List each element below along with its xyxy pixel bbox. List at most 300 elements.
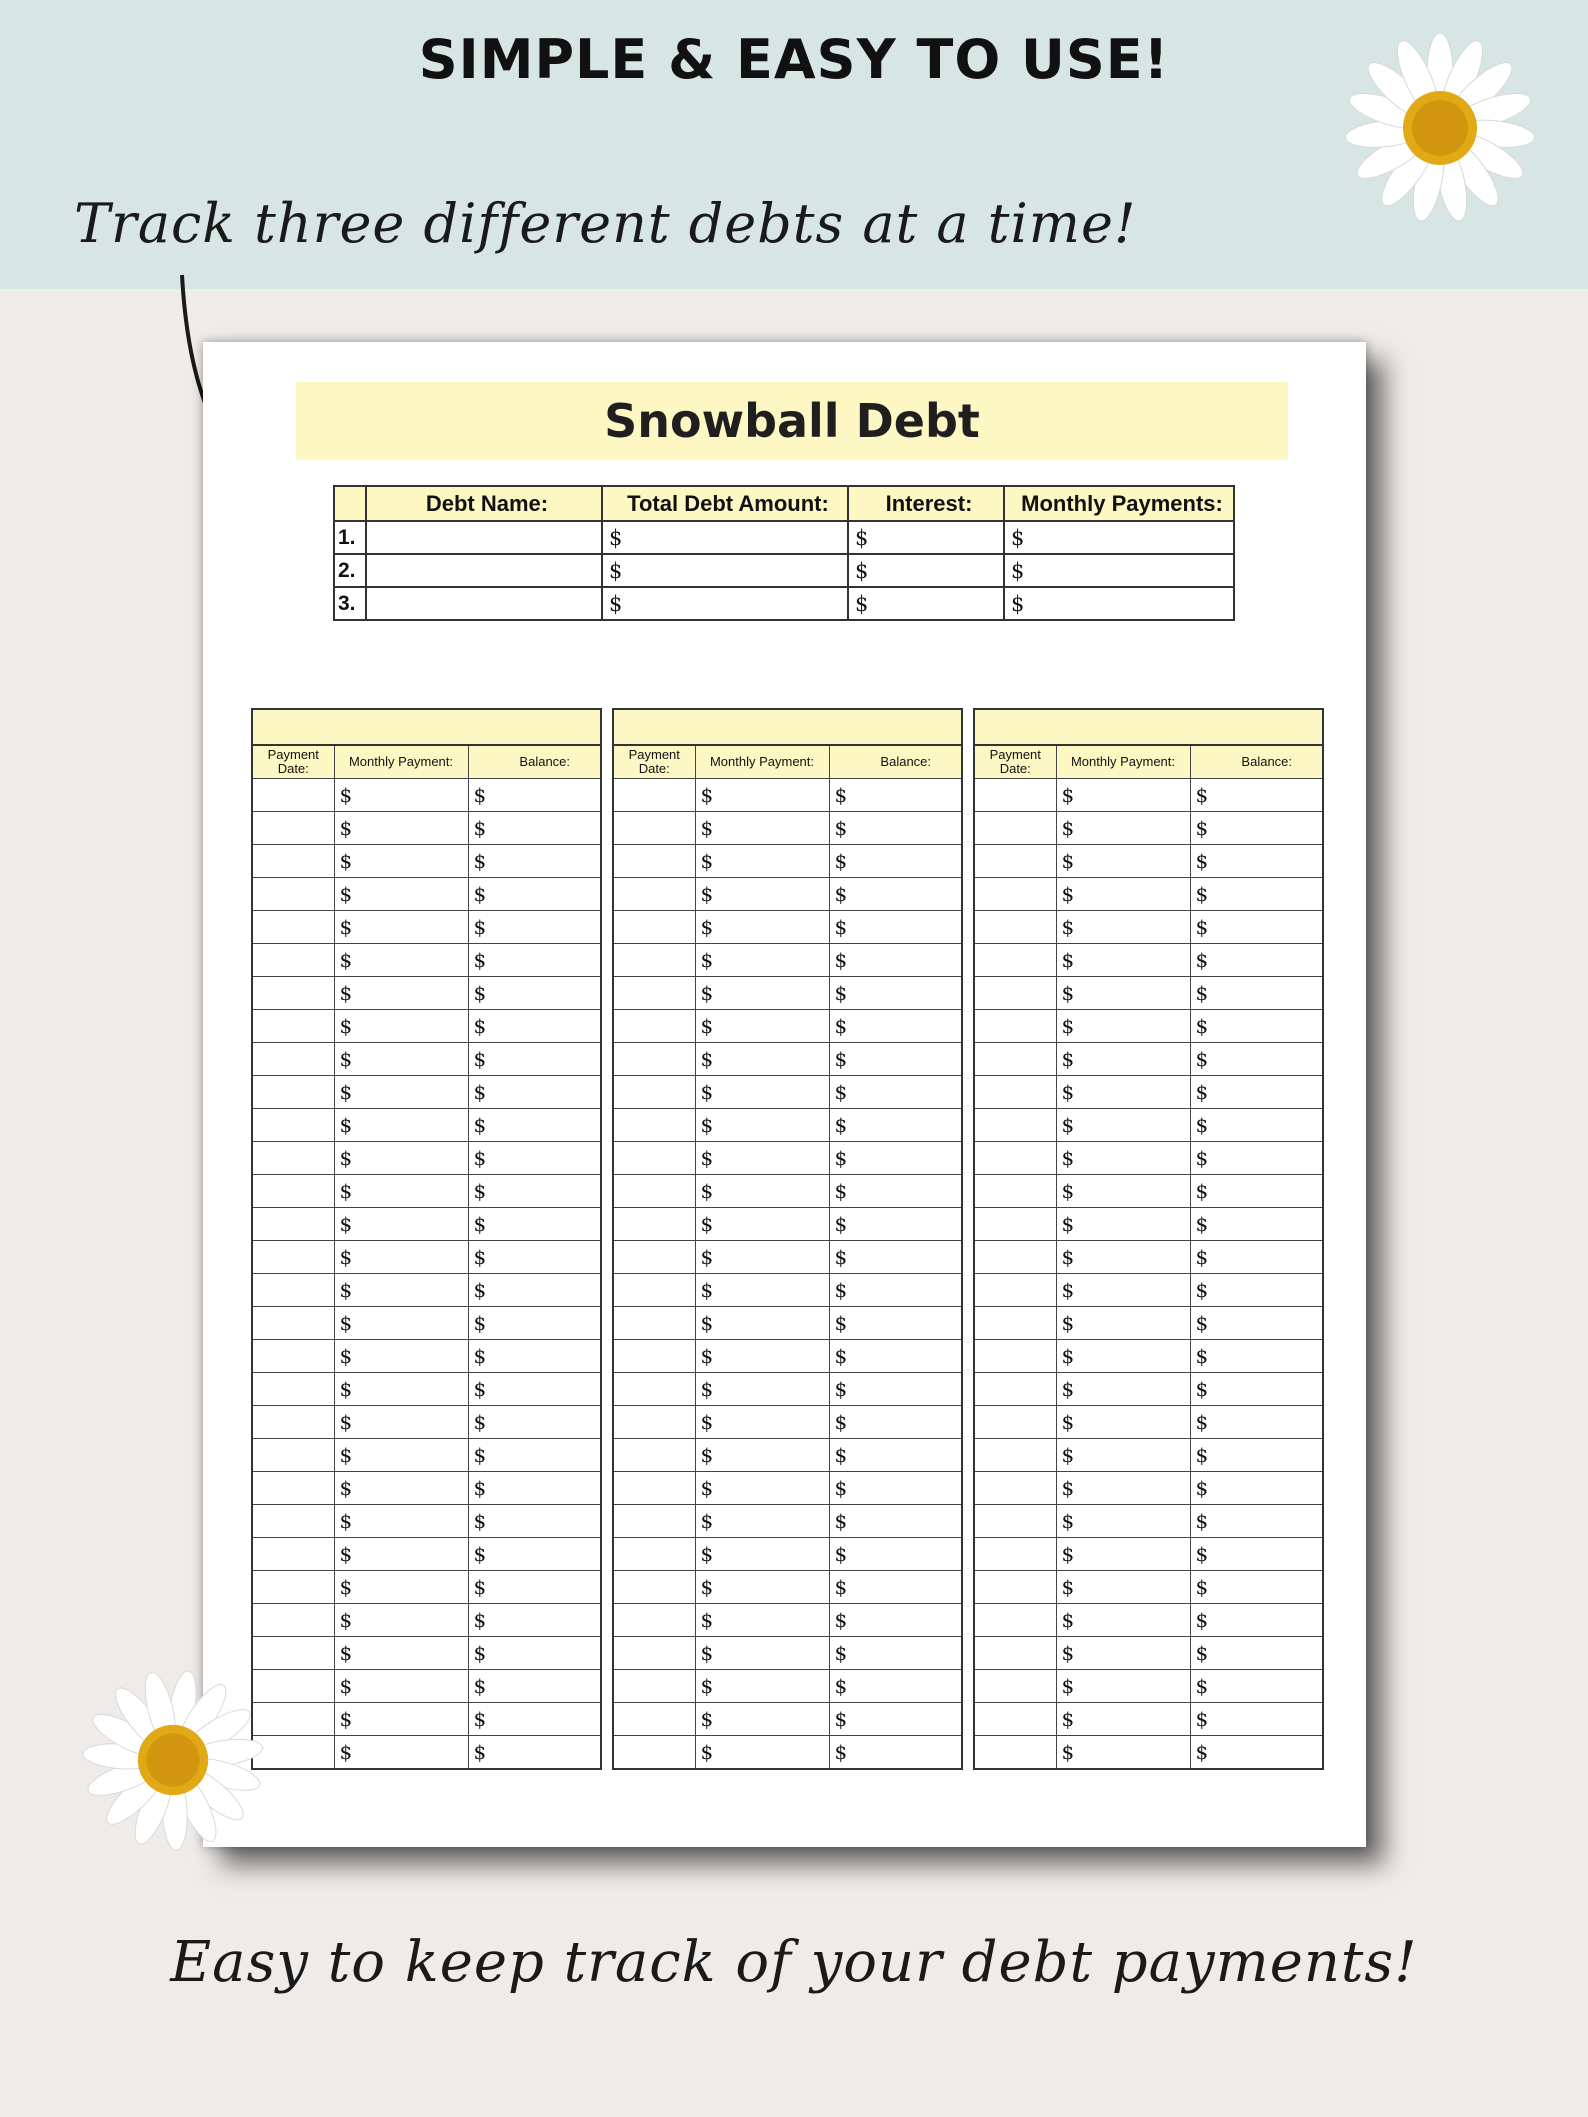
monthly-payment-cell[interactable]: $ — [1056, 1208, 1190, 1241]
monthly-payment-cell[interactable]: $ — [1056, 1439, 1190, 1472]
balance-cell[interactable]: $ — [468, 1241, 601, 1274]
monthly-payment-cell[interactable]: $ — [695, 779, 829, 812]
monthly-payment-cell[interactable]: $ — [1056, 1076, 1190, 1109]
payment-date-cell[interactable] — [613, 1340, 695, 1373]
monthly-payment-cell[interactable]: $ — [1056, 1142, 1190, 1175]
balance-cell[interactable]: $ — [468, 845, 601, 878]
table-row — [974, 1340, 1323, 1373]
payment-date-cell[interactable] — [974, 1076, 1056, 1109]
balance-cell[interactable]: $ — [1190, 911, 1323, 944]
payment-date-cell[interactable] — [974, 1604, 1056, 1637]
balance-cell[interactable]: $ — [829, 1109, 962, 1142]
monthly-payment-field[interactable]: $ — [1004, 587, 1234, 620]
balance-cell[interactable]: $ — [829, 911, 962, 944]
monthly-payment-cell[interactable]: $ — [695, 1043, 829, 1076]
balance-cell[interactable]: $ — [468, 1637, 601, 1670]
row-number: 3. — [334, 587, 366, 620]
payment-date-cell[interactable] — [252, 1406, 334, 1439]
payment-date-cell[interactable] — [252, 1505, 334, 1538]
monthly-payment-cell[interactable]: $ — [1056, 1274, 1190, 1307]
balance-cell[interactable]: $ — [468, 1670, 601, 1703]
balance-cell[interactable]: $ — [1190, 977, 1323, 1010]
monthly-payment-cell[interactable]: $ — [334, 1472, 468, 1505]
monthly-payment-cell[interactable]: $ — [334, 1043, 468, 1076]
balance-cell[interactable]: $ — [468, 1505, 601, 1538]
monthly-payment-cell[interactable]: $ — [695, 1208, 829, 1241]
monthly-payment-cell[interactable]: $ — [695, 1505, 829, 1538]
payment-date-cell[interactable] — [252, 1340, 334, 1373]
balance-cell[interactable]: $ — [1190, 1208, 1323, 1241]
monthly-payment-cell[interactable]: $ — [695, 1571, 829, 1604]
monthly-payment-cell[interactable]: $ — [1056, 1604, 1190, 1637]
monthly-payment-cell[interactable]: $ — [695, 1010, 829, 1043]
balance-cell[interactable]: $ — [1190, 1571, 1323, 1604]
monthly-payment-cell[interactable]: $ — [695, 1538, 829, 1571]
payment-date-cell[interactable] — [974, 1439, 1056, 1472]
balance-cell[interactable]: $ — [829, 1505, 962, 1538]
balance-cell[interactable]: $ — [468, 779, 601, 812]
monthly-payment-field[interactable]: $ — [1004, 521, 1234, 554]
balance-cell[interactable]: $ — [1190, 1340, 1323, 1373]
payment-date-cell[interactable] — [252, 1142, 334, 1175]
payment-date-cell[interactable] — [613, 1076, 695, 1109]
balance-cell[interactable]: $ — [829, 1340, 962, 1373]
monthly-payment-cell[interactable]: $ — [334, 1142, 468, 1175]
payment-date-cell[interactable] — [974, 1109, 1056, 1142]
balance-cell[interactable]: $ — [1190, 845, 1323, 878]
monthly-payment-cell[interactable]: $ — [695, 1670, 829, 1703]
payment-date-cell[interactable] — [613, 779, 695, 812]
balance-cell[interactable]: $ — [829, 845, 962, 878]
payment-date-cell[interactable] — [974, 1010, 1056, 1043]
balance-cell[interactable]: $ — [1190, 1505, 1323, 1538]
monthly-payment-cell[interactable]: $ — [334, 1670, 468, 1703]
table-row — [613, 1208, 962, 1241]
monthly-payment-cell[interactable]: $ — [695, 911, 829, 944]
table-row — [252, 944, 601, 977]
monthly-payment-cell[interactable]: $ — [334, 1406, 468, 1439]
balance-cell[interactable]: $ — [829, 1043, 962, 1076]
payment-date-cell[interactable] — [974, 1736, 1056, 1770]
payment-date-cell[interactable] — [974, 977, 1056, 1010]
balance-cell[interactable]: $ — [468, 1175, 601, 1208]
monthly-payment-cell[interactable]: $ — [334, 1604, 468, 1637]
payment-date-cell[interactable] — [613, 845, 695, 878]
monthly-payment-cell[interactable]: $ — [1056, 845, 1190, 878]
monthly-payment-cell[interactable]: $ — [1056, 1637, 1190, 1670]
monthly-payment-cell[interactable]: $ — [334, 944, 468, 977]
balance-cell[interactable]: $ — [1190, 1670, 1323, 1703]
monthly-payment-cell[interactable]: $ — [1056, 1010, 1190, 1043]
balance-cell[interactable]: $ — [829, 1439, 962, 1472]
monthly-payment-cell[interactable]: $ — [695, 1373, 829, 1406]
monthly-payment-cell[interactable]: $ — [695, 1439, 829, 1472]
balance-cell[interactable]: $ — [468, 1043, 601, 1076]
balance-cell[interactable]: $ — [829, 1571, 962, 1604]
balance-cell[interactable]: $ — [1190, 1703, 1323, 1736]
monthly-payment-cell[interactable]: $ — [695, 878, 829, 911]
balance-cell[interactable]: $ — [1190, 1637, 1323, 1670]
monthly-payment-cell[interactable]: $ — [1056, 911, 1190, 944]
payment-date-cell[interactable] — [252, 779, 334, 812]
payment-date-cell[interactable] — [974, 1241, 1056, 1274]
table-row — [613, 977, 962, 1010]
balance-cell[interactable]: $ — [468, 1703, 601, 1736]
monthly-payment-cell[interactable]: $ — [1056, 779, 1190, 812]
payment-date-cell[interactable] — [974, 779, 1056, 812]
balance-cell[interactable]: $ — [829, 1274, 962, 1307]
payment-date-cell[interactable] — [252, 1076, 334, 1109]
monthly-payment-cell[interactable]: $ — [695, 1637, 829, 1670]
payment-date-cell[interactable] — [974, 1175, 1056, 1208]
monthly-payment-cell[interactable]: $ — [334, 812, 468, 845]
payment-date-cell[interactable] — [613, 1307, 695, 1340]
tracker-debt-name-field[interactable] — [613, 709, 962, 745]
balance-cell[interactable]: $ — [468, 1307, 601, 1340]
payment-date-cell[interactable] — [613, 1142, 695, 1175]
monthly-payment-cell[interactable]: $ — [1056, 878, 1190, 911]
monthly-payment-cell[interactable]: $ — [1056, 812, 1190, 845]
monthly-payment-cell[interactable]: $ — [334, 1439, 468, 1472]
monthly-payment-cell[interactable]: $ — [695, 1142, 829, 1175]
balance-cell[interactable]: $ — [468, 1439, 601, 1472]
debt-name-header: Debt Name: — [366, 486, 602, 521]
payment-date-cell[interactable] — [252, 1208, 334, 1241]
interest-field[interactable]: $ — [848, 587, 1004, 620]
monthly-payment-cell[interactable]: $ — [334, 1373, 468, 1406]
payment-date-cell[interactable] — [974, 944, 1056, 977]
payment-date-cell[interactable] — [252, 944, 334, 977]
monthly-payment-cell[interactable]: $ — [334, 1505, 468, 1538]
payment-date-cell[interactable] — [252, 977, 334, 1010]
monthly-payment-cell[interactable]: $ — [334, 1637, 468, 1670]
tracker-debt-name-row — [252, 709, 601, 745]
table-row — [613, 1439, 962, 1472]
balance-cell[interactable]: $ — [468, 977, 601, 1010]
interest-field[interactable]: $ — [848, 554, 1004, 587]
balance-cell[interactable]: $ — [1190, 1241, 1323, 1274]
balance-cell[interactable]: $ — [468, 1109, 601, 1142]
balance-cell[interactable]: $ — [468, 1406, 601, 1439]
debt-name-field[interactable] — [366, 587, 602, 620]
balance-cell[interactable]: $ — [829, 878, 962, 911]
monthly-payment-cell[interactable]: $ — [334, 1109, 468, 1142]
payment-date-cell[interactable] — [613, 1505, 695, 1538]
monthly-payment-cell[interactable]: $ — [334, 1076, 468, 1109]
payment-date-cell[interactable] — [974, 812, 1056, 845]
balance-cell[interactable]: $ — [829, 1373, 962, 1406]
payment-date-cell[interactable] — [613, 812, 695, 845]
balance-cell[interactable]: $ — [468, 1076, 601, 1109]
payment-date-cell[interactable] — [613, 944, 695, 977]
balance-cell[interactable]: $ — [829, 779, 962, 812]
balance-cell[interactable]: $ — [829, 977, 962, 1010]
monthly-payment-cell[interactable]: $ — [1056, 1241, 1190, 1274]
monthly-payment-cell[interactable]: $ — [334, 845, 468, 878]
payment-date-cell[interactable] — [613, 1604, 695, 1637]
payment-date-cell[interactable] — [974, 1373, 1056, 1406]
table-row — [613, 1307, 962, 1340]
monthly-payment-cell[interactable]: $ — [695, 1703, 829, 1736]
table-row — [974, 1109, 1323, 1142]
monthly-payment-cell[interactable]: $ — [695, 1472, 829, 1505]
monthly-payment-cell[interactable]: $ — [1056, 1109, 1190, 1142]
balance-cell[interactable]: $ — [468, 812, 601, 845]
balance-cell[interactable]: $ — [1190, 1736, 1323, 1770]
monthly-payment-cell[interactable]: $ — [1056, 1703, 1190, 1736]
payment-date-cell[interactable] — [613, 1274, 695, 1307]
balance-cell[interactable]: $ — [468, 1736, 601, 1770]
monthly-payment-cell[interactable]: $ — [1056, 1307, 1190, 1340]
balance-cell[interactable]: $ — [1190, 1010, 1323, 1043]
payment-date-cell[interactable] — [252, 1043, 334, 1076]
monthly-payment-cell[interactable]: $ — [1056, 977, 1190, 1010]
payment-date-cell[interactable] — [252, 1307, 334, 1340]
balance-cell[interactable]: $ — [468, 1538, 601, 1571]
balance-cell[interactable]: $ — [829, 1142, 962, 1175]
balance-cell[interactable]: $ — [1190, 779, 1323, 812]
monthly-payment-cell[interactable]: $ — [1056, 1373, 1190, 1406]
payment-date-cell[interactable] — [613, 911, 695, 944]
monthly-payment-cell[interactable]: $ — [334, 1571, 468, 1604]
balance-cell[interactable]: $ — [829, 1703, 962, 1736]
payment-date-cell[interactable] — [974, 878, 1056, 911]
balance-cell[interactable]: $ — [468, 1604, 601, 1637]
payment-date-cell[interactable] — [974, 1307, 1056, 1340]
monthly-payment-cell[interactable]: $ — [1056, 1736, 1190, 1770]
monthly-payment-cell[interactable]: $ — [1056, 1406, 1190, 1439]
balance-cell[interactable]: $ — [468, 878, 601, 911]
balance-cell[interactable]: $ — [1190, 1373, 1323, 1406]
monthly-payment-cell[interactable]: $ — [1056, 1538, 1190, 1571]
payment-date-cell[interactable] — [613, 1670, 695, 1703]
monthly-payment-cell[interactable]: $ — [695, 812, 829, 845]
balance-cell[interactable]: $ — [829, 1175, 962, 1208]
payment-date-cell[interactable] — [613, 1175, 695, 1208]
payment-date-cell[interactable] — [974, 911, 1056, 944]
balance-cell[interactable]: $ — [1190, 1307, 1323, 1340]
debt-name-field[interactable] — [366, 521, 602, 554]
table-row — [974, 1406, 1323, 1439]
monthly-payment-cell[interactable]: $ — [334, 1010, 468, 1043]
table-row — [252, 1208, 601, 1241]
payment-date-cell[interactable] — [974, 1637, 1056, 1670]
balance-cell[interactable]: $ — [1190, 1472, 1323, 1505]
payment-date-cell[interactable] — [613, 1439, 695, 1472]
balance-cell[interactable]: $ — [1190, 1043, 1323, 1076]
payment-date-cell[interactable] — [974, 1571, 1056, 1604]
payment-date-cell[interactable] — [252, 1538, 334, 1571]
monthly-payment-cell[interactable]: $ — [334, 1208, 468, 1241]
balance-cell[interactable]: $ — [468, 1340, 601, 1373]
payment-date-cell[interactable] — [974, 1538, 1056, 1571]
payment-date-cell[interactable] — [252, 1373, 334, 1406]
monthly-payment-cell[interactable]: $ — [334, 1736, 468, 1770]
payment-date-cell[interactable] — [252, 911, 334, 944]
payment-date-cell[interactable] — [252, 1571, 334, 1604]
payment-date-cell[interactable] — [252, 1109, 334, 1142]
payment-date-cell[interactable] — [613, 1109, 695, 1142]
payment-date-cell[interactable] — [974, 1142, 1056, 1175]
monthly-payment-cell[interactable]: $ — [1056, 1472, 1190, 1505]
monthly-payment-cell[interactable]: $ — [1056, 1043, 1190, 1076]
monthly-payment-cell[interactable]: $ — [695, 1736, 829, 1770]
balance-cell[interactable]: $ — [1190, 1274, 1323, 1307]
payment-tracker-3 — [973, 708, 1324, 1770]
payment-date-cell[interactable] — [613, 977, 695, 1010]
balance-cell[interactable]: $ — [829, 1472, 962, 1505]
monthly-payment-cell[interactable]: $ — [695, 944, 829, 977]
payment-date-cell[interactable] — [613, 1208, 695, 1241]
total-debt-field[interactable]: $ — [602, 554, 848, 587]
balance-cell[interactable]: $ — [468, 944, 601, 977]
monthly-payment-cell[interactable]: $ — [1056, 1571, 1190, 1604]
balance-cell[interactable]: $ — [829, 1010, 962, 1043]
monthly-payment-cell[interactable]: $ — [334, 977, 468, 1010]
monthly-payment-cell[interactable]: $ — [1056, 1670, 1190, 1703]
balance-cell[interactable]: $ — [829, 1538, 962, 1571]
table-row — [252, 845, 601, 878]
payment-date-cell[interactable] — [613, 1571, 695, 1604]
payment-date-cell[interactable] — [252, 1175, 334, 1208]
monthly-payment-cell[interactable]: $ — [334, 878, 468, 911]
monthly-payment-cell[interactable]: $ — [695, 977, 829, 1010]
balance-cell[interactable]: $ — [829, 1406, 962, 1439]
payment-date-cell[interactable] — [252, 1604, 334, 1637]
balance-cell[interactable]: $ — [1190, 1142, 1323, 1175]
monthly-payment-cell[interactable]: $ — [695, 1076, 829, 1109]
monthly-payment-cell[interactable]: $ — [334, 911, 468, 944]
monthly-payment-cell[interactable]: $ — [1056, 944, 1190, 977]
payment-date-cell[interactable] — [613, 1241, 695, 1274]
payment-date-cell[interactable] — [252, 1241, 334, 1274]
payment-date-cell[interactable] — [252, 812, 334, 845]
monthly-payment-cell[interactable]: $ — [1056, 1175, 1190, 1208]
balance-cell[interactable]: $ — [829, 944, 962, 977]
monthly-payment-cell[interactable]: $ — [1056, 1505, 1190, 1538]
total-debt-field[interactable]: $ — [602, 521, 848, 554]
balance-cell[interactable]: $ — [829, 1670, 962, 1703]
balance-cell[interactable]: $ — [829, 1241, 962, 1274]
interest-field[interactable]: $ — [848, 521, 1004, 554]
balance-cell[interactable]: $ — [468, 1274, 601, 1307]
payment-date-cell[interactable] — [974, 1505, 1056, 1538]
balance-cell[interactable]: $ — [1190, 1406, 1323, 1439]
balance-cell[interactable]: $ — [829, 1637, 962, 1670]
balance-cell[interactable]: $ — [829, 812, 962, 845]
monthly-payment-cell[interactable]: $ — [334, 1307, 468, 1340]
table-row — [252, 1439, 601, 1472]
payment-date-cell[interactable] — [974, 1406, 1056, 1439]
monthly-payment-cell[interactable]: $ — [695, 1307, 829, 1340]
balance-cell[interactable]: $ — [468, 1373, 601, 1406]
payment-date-cell[interactable] — [974, 1340, 1056, 1373]
balance-cell[interactable]: $ — [1190, 944, 1323, 977]
balance-cell[interactable]: $ — [468, 1208, 601, 1241]
monthly-payment-cell[interactable]: $ — [334, 1703, 468, 1736]
monthly-payment-cell[interactable]: $ — [334, 1538, 468, 1571]
monthly-payment-cell[interactable]: $ — [695, 1109, 829, 1142]
payment-date-cell[interactable] — [613, 1472, 695, 1505]
balance-cell[interactable]: $ — [468, 1010, 601, 1043]
payment-date-cell[interactable] — [252, 1274, 334, 1307]
payment-date-cell[interactable] — [252, 1472, 334, 1505]
monthly-payment-cell[interactable]: $ — [695, 1175, 829, 1208]
payment-date-cell[interactable] — [252, 1010, 334, 1043]
balance-cell[interactable]: $ — [829, 1208, 962, 1241]
total-debt-field[interactable]: $ — [602, 587, 848, 620]
balance-cell[interactable]: $ — [468, 1142, 601, 1175]
payment-date-cell[interactable] — [613, 1736, 695, 1770]
monthly-payment-cell[interactable]: $ — [334, 1340, 468, 1373]
payment-date-cell[interactable] — [613, 1538, 695, 1571]
monthly-payment-cell[interactable]: $ — [1056, 1340, 1190, 1373]
payment-date-cell[interactable] — [613, 1637, 695, 1670]
balance-cell[interactable]: $ — [1190, 1604, 1323, 1637]
balance-cell[interactable]: $ — [829, 1307, 962, 1340]
debt-name-field[interactable] — [366, 554, 602, 587]
balance-cell[interactable]: $ — [1190, 1076, 1323, 1109]
balance-cell[interactable]: $ — [1190, 1538, 1323, 1571]
payment-date-cell[interactable] — [974, 1472, 1056, 1505]
balance-cell[interactable]: $ — [468, 1472, 601, 1505]
payment-date-cell[interactable] — [613, 1373, 695, 1406]
payment-date-cell[interactable] — [252, 1439, 334, 1472]
payment-date-cell[interactable] — [252, 845, 334, 878]
monthly-payment-cell[interactable]: $ — [695, 1340, 829, 1373]
balance-cell[interactable]: $ — [829, 1604, 962, 1637]
monthly-payment-cell[interactable]: $ — [695, 845, 829, 878]
monthly-payment-cell[interactable]: $ — [695, 1406, 829, 1439]
payment-date-cell[interactable] — [974, 1670, 1056, 1703]
balance-cell[interactable]: $ — [1190, 1439, 1323, 1472]
table-row — [974, 1175, 1323, 1208]
payment-date-cell[interactable] — [974, 1703, 1056, 1736]
monthly-payment-cell[interactable]: $ — [334, 1175, 468, 1208]
payment-date-cell[interactable] — [613, 1043, 695, 1076]
tracker-debt-name-field[interactable] — [252, 709, 601, 745]
balance-cell[interactable]: $ — [829, 1076, 962, 1109]
monthly-payment-cell[interactable]: $ — [695, 1241, 829, 1274]
payment-date-cell[interactable] — [252, 878, 334, 911]
table-row — [252, 1109, 601, 1142]
payment-date-cell[interactable] — [613, 1406, 695, 1439]
balance-cell[interactable]: $ — [468, 1571, 601, 1604]
balance-cell[interactable]: $ — [1190, 1109, 1323, 1142]
balance-cell[interactable]: $ — [1190, 812, 1323, 845]
balance-cell[interactable]: $ — [468, 911, 601, 944]
tracker-debt-name-field[interactable] — [974, 709, 1323, 745]
payment-date-cell[interactable] — [974, 845, 1056, 878]
balance-cell[interactable]: $ — [829, 1736, 962, 1770]
monthly-payment-cell[interactable]: $ — [334, 779, 468, 812]
payment-date-cell[interactable] — [613, 1703, 695, 1736]
monthly-payment-cell[interactable]: $ — [695, 1604, 829, 1637]
balance-cell[interactable]: $ — [1190, 1175, 1323, 1208]
table-row — [974, 944, 1323, 977]
payment-date-cell[interactable] — [613, 1010, 695, 1043]
payment-date-cell[interactable] — [974, 1274, 1056, 1307]
balance-cell[interactable]: $ — [1190, 878, 1323, 911]
monthly-payment-cell[interactable]: $ — [334, 1274, 468, 1307]
monthly-payment-cell[interactable]: $ — [334, 1241, 468, 1274]
monthly-payment-field[interactable]: $ — [1004, 554, 1234, 587]
table-row — [613, 1010, 962, 1043]
payment-date-cell[interactable] — [613, 878, 695, 911]
payment-date-cell[interactable] — [974, 1208, 1056, 1241]
monthly-payment-cell[interactable]: $ — [695, 1274, 829, 1307]
payment-date-cell[interactable] — [974, 1043, 1056, 1076]
